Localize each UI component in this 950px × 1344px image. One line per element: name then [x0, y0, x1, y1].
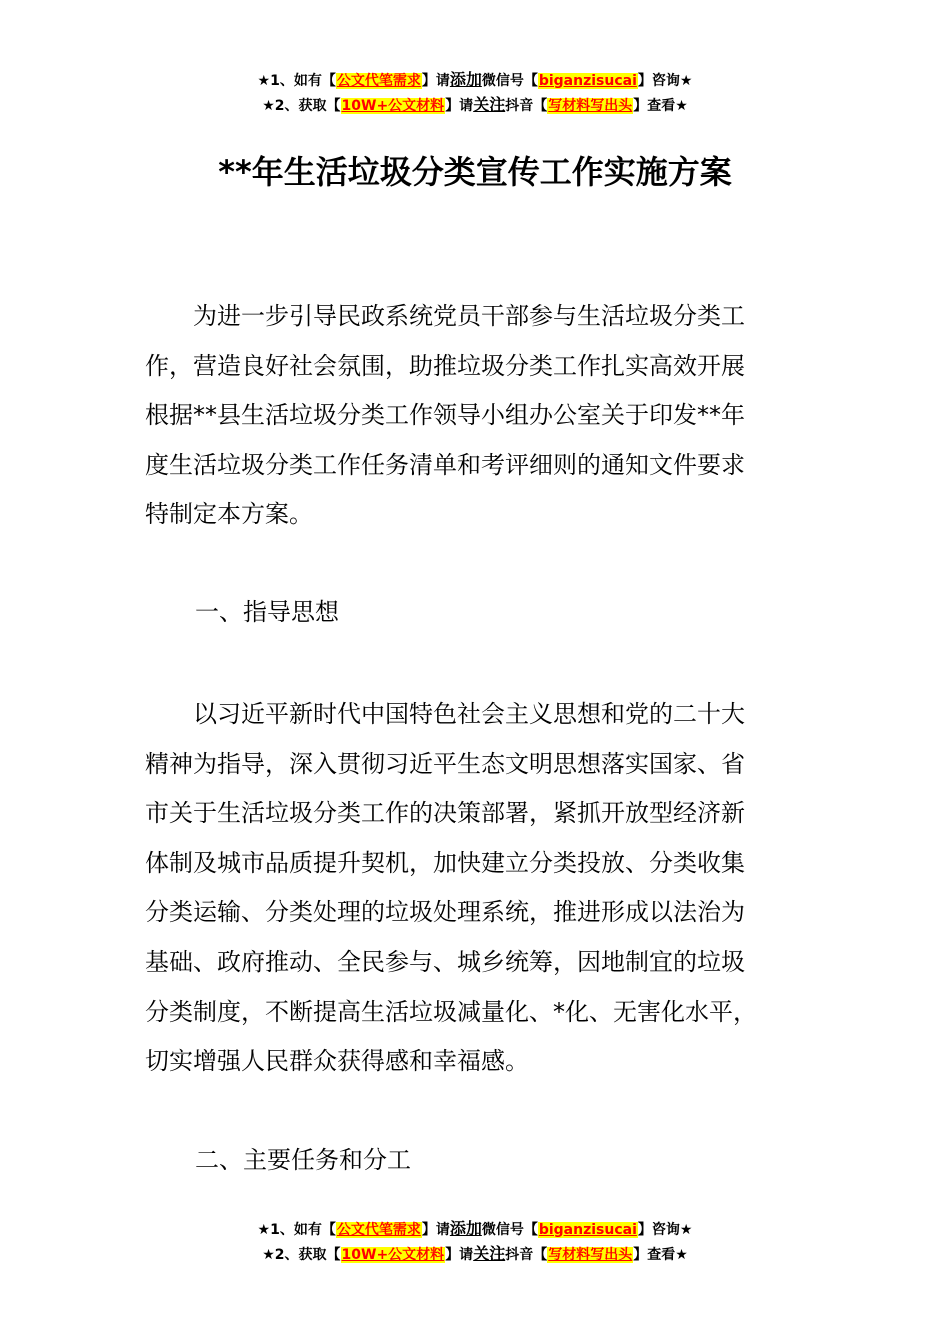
banner-text: 】请	[445, 98, 474, 114]
banner-underlined-text: 添加	[449, 1219, 482, 1238]
banner-text: 微信号【	[481, 1222, 538, 1238]
banner-underlined-text: 关注	[473, 1244, 506, 1263]
highlight-service: 公文代笔需求	[336, 1222, 421, 1238]
document-title: **年生活垃圾分类宣传工作实施方案	[218, 153, 732, 191]
paragraph-line: 精神为指导，深入贯彻习近平生态文明思想落实国家、省	[145, 749, 745, 778]
section-heading-guiding-ideology: 一、指导思想	[195, 598, 339, 626]
banner-line-1	[0, 68, 950, 93]
banner-underlined-text: 添加	[449, 70, 482, 89]
highlight-wechat-id: biganzisucai	[538, 1222, 637, 1238]
guiding-ideology-paragraph	[145, 690, 805, 1087]
paragraph-line: 根据**县生活垃圾分类工作领导小组办公室关于印发**年	[145, 401, 745, 430]
banner-text: 】查看★	[633, 98, 688, 114]
banner-line-2	[0, 93, 950, 118]
paragraph-line: 为进一步引导民政系统党员干部参与生活垃圾分类工	[193, 302, 745, 330]
highlight-materials: 10W+公文材料	[341, 1247, 445, 1263]
banner-text: ★2、获取【	[262, 1247, 341, 1263]
paragraph-line: 分类运输、分类处理的垃圾处理系统，推进形成以法治为	[145, 898, 745, 927]
highlight-douyin-account: 写材料写出头	[548, 98, 633, 114]
banner-text: ★2、获取【	[262, 98, 341, 114]
banner-text: 】咨询★	[637, 1222, 693, 1238]
paragraph-line: 作，营造良好社会氛围，助推垃圾分类工作扎实高效开展	[145, 351, 745, 380]
banner-text: ★1、如有【	[257, 1222, 336, 1238]
paragraph-line: 以习近平新时代中国特色社会主义思想和党的二十大	[193, 700, 745, 728]
banner-text: 】请	[445, 1247, 474, 1263]
banner-line-2	[0, 1242, 950, 1267]
paragraph-line: 切实增强人民群众获得感和幸福感。	[145, 1047, 529, 1076]
highlight-wechat-id: biganzisucai	[538, 73, 637, 89]
banner-text: 微信号【	[481, 73, 538, 89]
banner-text: 】查看★	[633, 1247, 688, 1263]
paragraph-line: 度生活垃圾分类工作任务清单和考评细则的通知文件要求	[145, 450, 745, 479]
paragraph-line: 基础、政府推动、全民参与、城乡统筹，因地制宜的垃圾	[145, 947, 745, 976]
intro-paragraph	[145, 292, 805, 540]
banner-text: 】请	[421, 1222, 450, 1238]
paragraph-line: 分类制度，不断提高生活垃圾减量化、*化、无害化水平，	[145, 997, 757, 1026]
highlight-materials: 10W+公文材料	[341, 98, 445, 114]
header-banner	[0, 68, 950, 118]
banner-line-1	[0, 1217, 950, 1242]
banner-text: ★1、如有【	[257, 73, 336, 89]
footer-banner	[0, 1217, 950, 1267]
paragraph-line: 体制及城市品质提升契机，加快建立分类投放、分类收集	[145, 848, 745, 877]
banner-text: 抖音【	[505, 1247, 548, 1263]
highlight-service: 公文代笔需求	[336, 73, 421, 89]
paragraph-line: 特制定本方案。	[145, 500, 313, 529]
banner-underlined-text: 关注	[473, 95, 506, 114]
banner-text: 】咨询★	[637, 73, 693, 89]
paragraph-line: 市关于生活垃圾分类工作的决策部署，紧抓开放型经济新	[145, 799, 745, 828]
highlight-douyin-account: 写材料写出头	[548, 1247, 633, 1263]
banner-text: 抖音【	[505, 98, 548, 114]
banner-text: 】请	[421, 73, 450, 89]
section-heading-main-tasks: 二、主要任务和分工	[195, 1146, 411, 1174]
